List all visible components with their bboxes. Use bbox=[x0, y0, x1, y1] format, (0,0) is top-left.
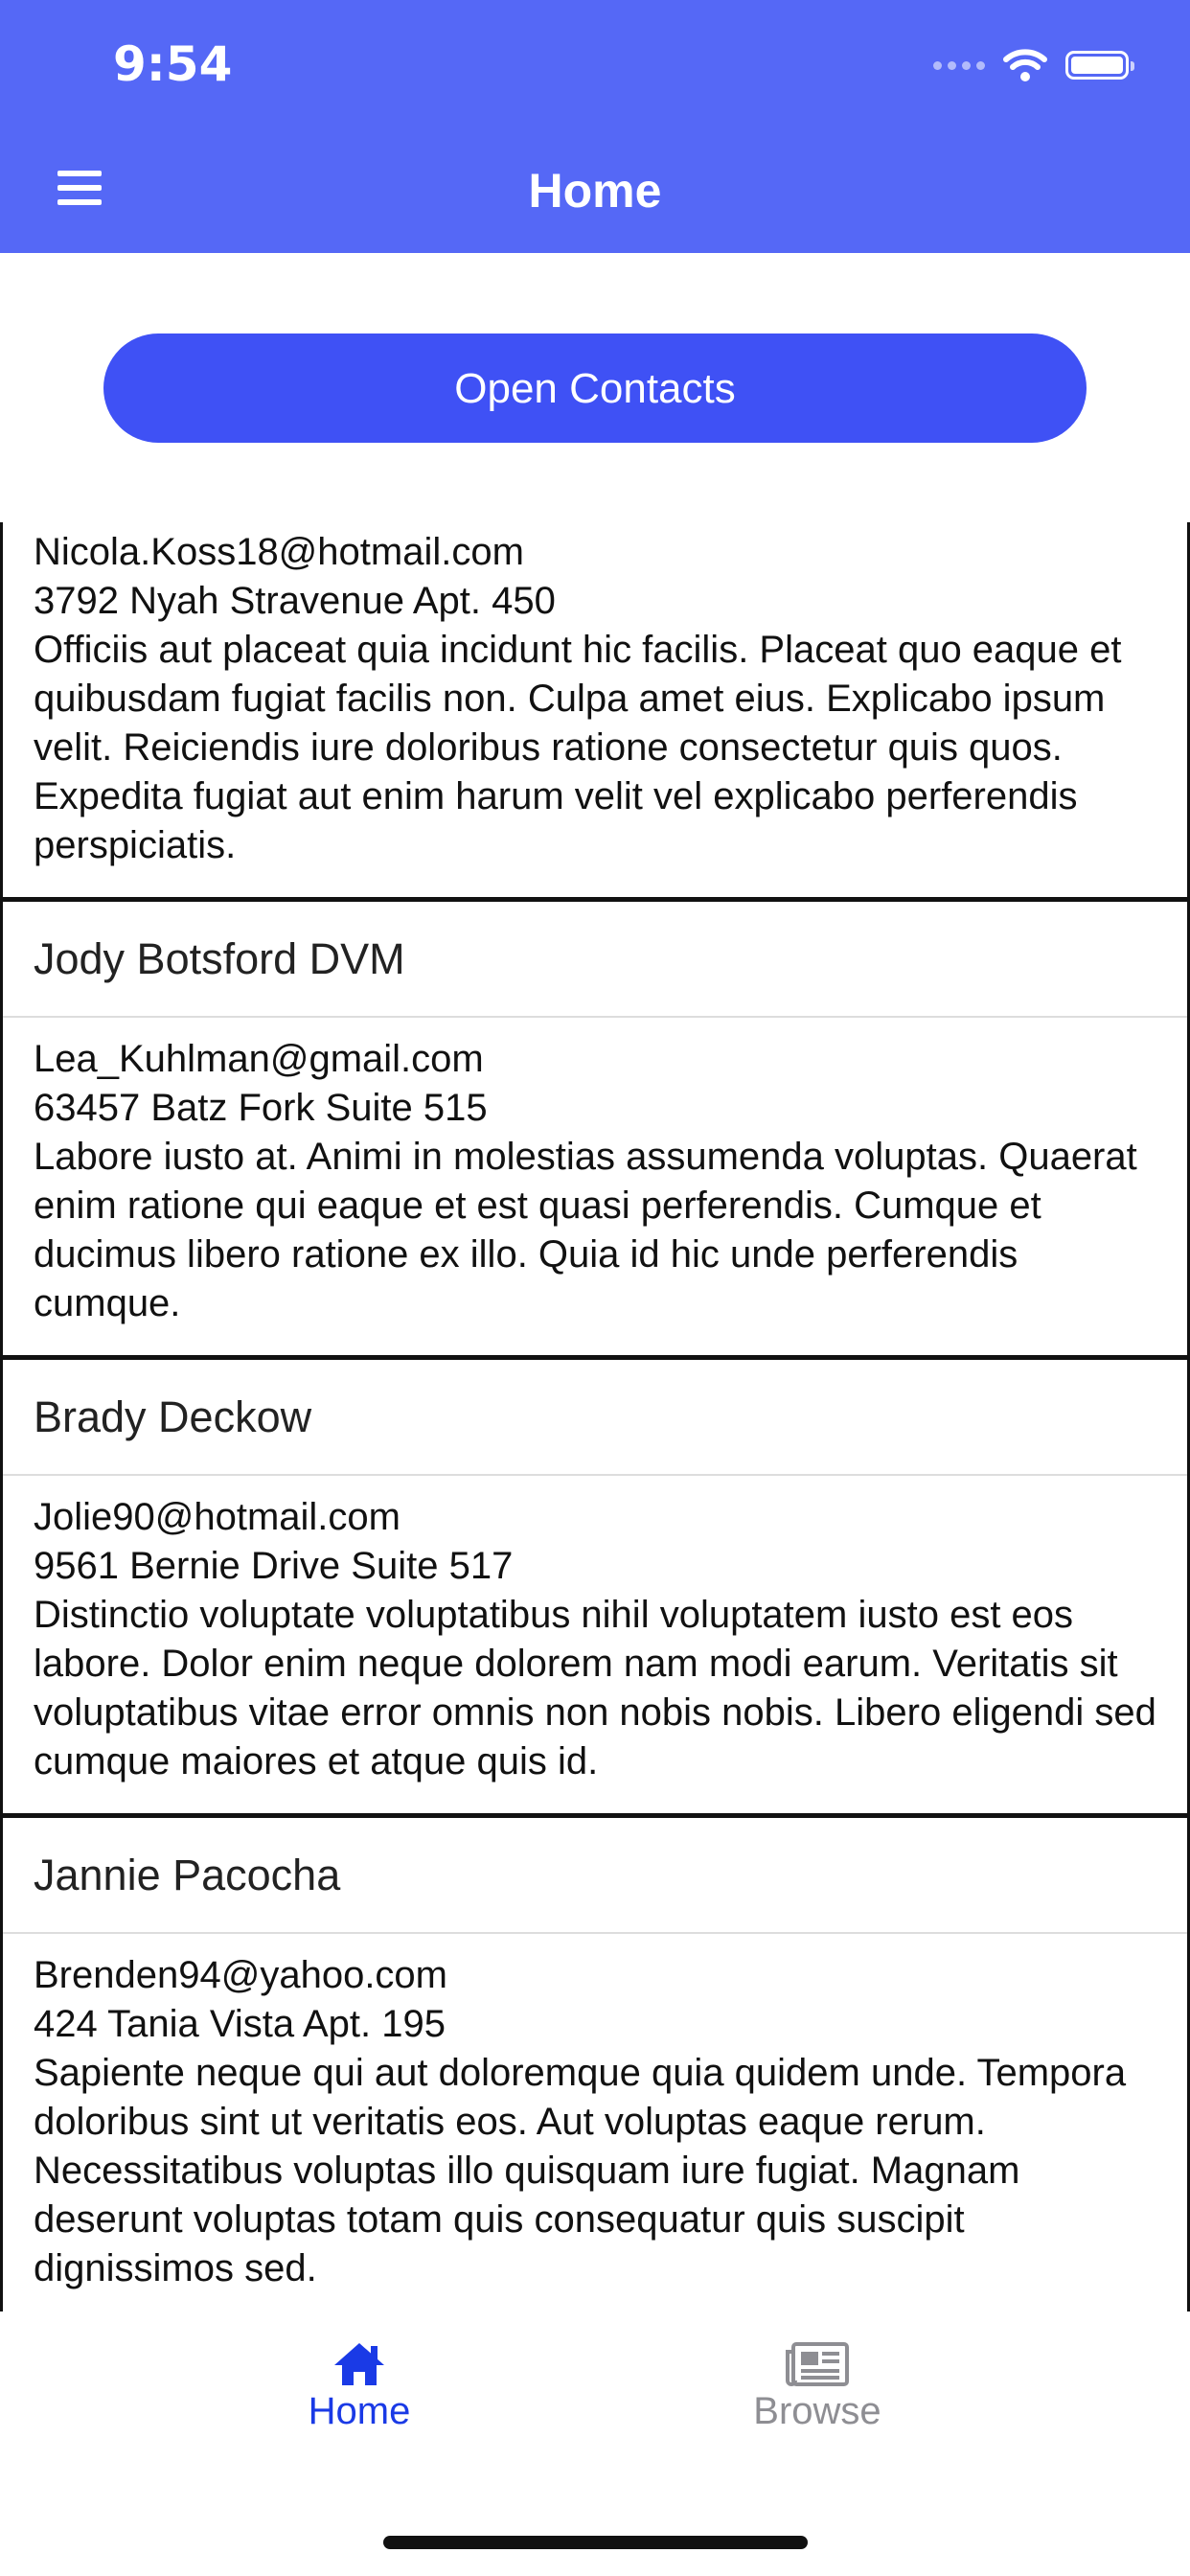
contact-email: Nicola.Koss18@hotmail.com bbox=[34, 531, 524, 573]
contact-bio: Sapiente neque qui aut doloremque quia quidem unde. Tempora doloribus sint ut veritatis eos. Aut voluptas eaque rerum. Necessitatibus voluptas illo quisquam iure fugiat. Magnam deserunt voluptas totam quis consequatur quis suscipit dignissimos sed. bbox=[34, 2052, 1127, 2289]
contact-card bbox=[0, 1818, 1190, 2312]
contact-email: Lea_Kuhlman@gmail.com bbox=[34, 1038, 484, 1080]
wifi-icon bbox=[1002, 48, 1048, 82]
battery-icon bbox=[1065, 51, 1129, 80]
contact-card-body bbox=[3, 522, 1187, 897]
contact-card bbox=[0, 1360, 1190, 1818]
contact-card bbox=[0, 902, 1190, 1360]
contact-card-body bbox=[3, 1476, 1187, 1813]
tab-home[interactable] bbox=[216, 2340, 503, 2433]
app-header bbox=[0, 0, 1190, 253]
contact-card bbox=[0, 522, 1190, 902]
signal-icon bbox=[933, 61, 985, 70]
contact-bio: Labore iusto at. Animi in molestias assumenda voluptas. Quaerat enim ratione qui eaque et est quasi perferendis. Cumque et ducimus libero ratione ex illo. Quia id hic unde perferendis cumque. bbox=[34, 1136, 1137, 1324]
open-contacts-button[interactable]: Open Contacts bbox=[103, 334, 1087, 443]
tab-browse[interactable] bbox=[674, 2340, 961, 2433]
contact-list[interactable] bbox=[0, 522, 1190, 2312]
contact-email: Brenden94@yahoo.com bbox=[34, 1954, 447, 1996]
home-indicator bbox=[383, 2536, 808, 2549]
contact-address: 63457 Batz Fork Suite 515 bbox=[34, 1087, 488, 1129]
contact-card-body bbox=[3, 1934, 1187, 2312]
tab-home-label: Home bbox=[308, 2390, 411, 2432]
contact-card-body bbox=[3, 1018, 1187, 1355]
contact-email: Jolie90@hotmail.com bbox=[34, 1496, 400, 1538]
contact-name: Jody Botsford DVM bbox=[3, 902, 1187, 1018]
status-indicators bbox=[933, 44, 1129, 86]
contact-name: Jannie Pacocha bbox=[3, 1818, 1187, 1934]
status-time: 9:54 bbox=[113, 36, 233, 92]
contact-address: 424 Tania Vista Apt. 195 bbox=[34, 2003, 446, 2045]
tab-browse-label: Browse bbox=[753, 2390, 881, 2432]
contact-bio: Distinctio voluptate voluptatibus nihil voluptatem iusto est eos labore. Dolor enim neque dolorem nam modi earum. Veritatis sit voluptatibus vitae error omnis non nobis nobis. Libero eligendi sed cumque maiores et atque quis id. bbox=[34, 1594, 1156, 1782]
home-icon bbox=[332, 2340, 387, 2388]
contact-address: 3792 Nyah Stravenue Apt. 450 bbox=[34, 580, 556, 622]
contact-address: 9561 Bernie Drive Suite 517 bbox=[34, 1545, 514, 1587]
newspaper-icon bbox=[784, 2340, 851, 2388]
contact-name: Brady Deckow bbox=[3, 1360, 1187, 1476]
page-title: Home bbox=[528, 164, 662, 218]
contact-bio: Officiis aut placeat quia incidunt hic facilis. Placeat quo eaque et quibusdam fugiat facilis non. Culpa amet eius. Explicabo ipsum velit. Reiciendis iure doloribus ratione consectetur quis quos. Expedita fugiat aut enim harum velit vel explicabo perferendis perspiciatis. bbox=[34, 629, 1122, 866]
